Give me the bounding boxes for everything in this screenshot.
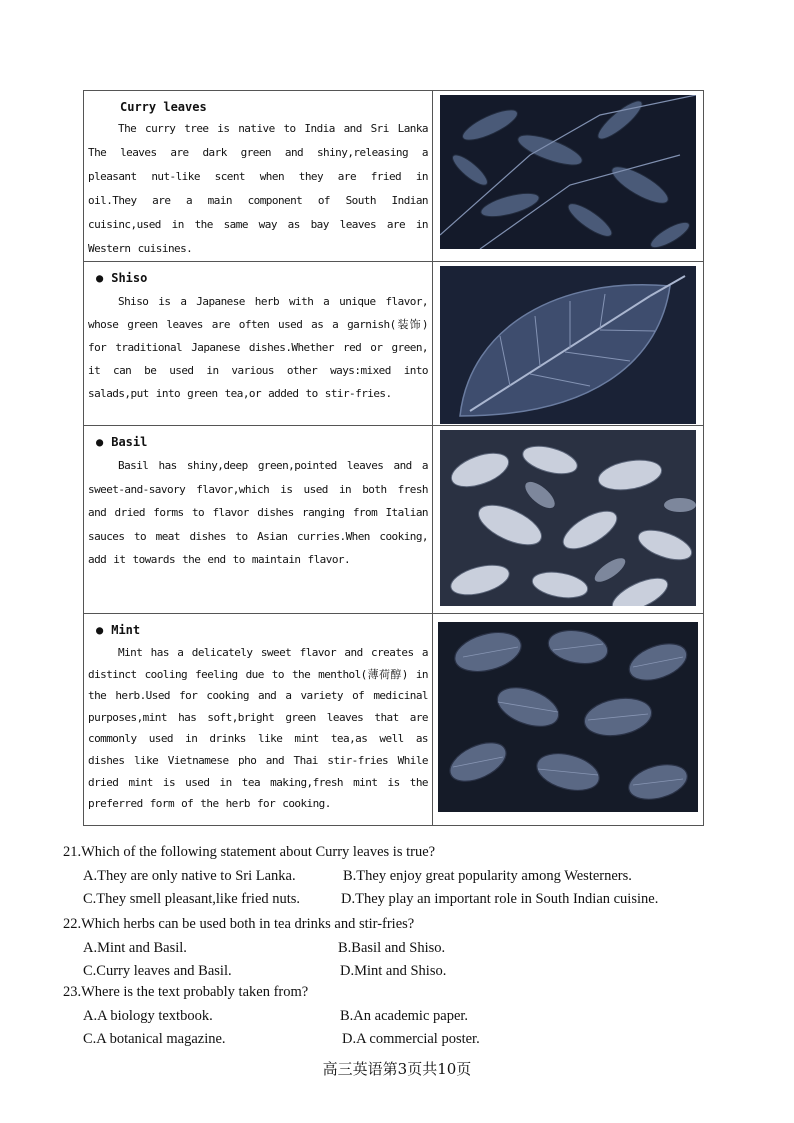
option-row (63, 1028, 480, 1052)
option-c: C.They smell pleasant,like fried nuts. (83, 891, 301, 908)
mint-plant-photo (438, 622, 698, 812)
option-b: B.Basil and Shiso. (338, 939, 446, 956)
question-21 (63, 841, 659, 912)
option-row (63, 888, 659, 912)
option-row (63, 937, 446, 961)
page-footer: 高三英语第3页共10页 (322, 1060, 472, 1078)
herb-image-cell (433, 262, 704, 426)
shiso-leaf-photo (440, 266, 696, 424)
option-row (63, 1005, 469, 1029)
herb-title (120, 99, 432, 115)
herb-title (96, 270, 432, 286)
option-c: C.Curry leaves and Basil. (83, 963, 232, 980)
herb-name: Shiso (111, 271, 148, 285)
bullet-icon: ● (96, 435, 104, 449)
option-d: D.Mint and Shiso. (340, 963, 447, 980)
herb-row-mint (84, 614, 704, 826)
option-d: D.A commercial poster. (342, 1031, 480, 1048)
option-a: A.They are only native to Sri Lanka. (83, 867, 296, 884)
bullet-icon: ● (96, 271, 104, 285)
question-stem: 21.Which of the following statement about Curry leaves is true? (63, 844, 436, 860)
basil-plant-photo (440, 430, 696, 606)
herb-text-cell (84, 426, 433, 614)
herb-name: Curry leaves (120, 100, 207, 114)
herb-row-basil (84, 426, 704, 614)
herb-title (96, 434, 432, 450)
herb-text-cell (84, 91, 433, 262)
option-b: B.They enjoy great popularity among Westerners. (343, 867, 632, 884)
option-a: A.A biology textbook. (83, 1007, 213, 1024)
herb-text-cell (84, 614, 433, 826)
herb-name: Basil (111, 435, 148, 449)
herb-image-cell (433, 614, 704, 826)
herb-row-shiso (84, 262, 704, 426)
herb-row-curry (84, 91, 704, 262)
question-22 (63, 913, 447, 984)
herb-description: Basil has shiny,deep green,pointed leaves and a sweet-and-savory flavor,which is used in both fresh and dried forms to flavor dishes ranging from Italian sauces to meat dishes to Asian curries.When cooking, add it towards the end to maintain flavor. (88, 459, 428, 566)
option-b: B.An academic paper. (340, 1007, 469, 1024)
herb-description: The curry tree is native to India and Sri Lanka The leaves are dark green and shiny,releasing a pleasant nut-like scent when they are fried in oil.They are a main component of South Indian cuisinc,used in the same way as bay leaves are in Western cuisines. (88, 122, 428, 255)
option-d: D.They play an important role in South Indian cuisine. (341, 891, 659, 908)
herb-description: Shiso is a Japanese herb with a unique flavor, whose green leaves are often used as a garnish(装饰) for traditional Japanese dishes.Whether red or green, it can be used in various other ways:mixed into salads,put into green tea,or added to stir-fries. (88, 295, 428, 400)
option-c: C.A botanical magazine. (83, 1031, 226, 1048)
herb-name: Mint (111, 623, 141, 637)
curry-leaves-photo (440, 95, 696, 249)
herb-title (96, 622, 432, 638)
question-stem: 23.Where is the text probably taken from? (63, 984, 309, 1000)
bullet-icon: ● (96, 623, 104, 637)
herb-image-cell (433, 91, 704, 262)
option-a: A.Mint and Basil. (83, 939, 187, 956)
herb-description: Mint has a delicately sweet flavor and creates a distinct cooling feeling due to the menthol(薄荷醇) in the herb.Used for cooking and a variety of medicinal purposes,mint has soft,bright green leaves that are commonly used in drinks like mint tea,as well as dishes like Vietnamese pho and Thai stir-fries While dried mint is used in tea making,fresh mint is the preferred form of the herb for cooking. (88, 646, 428, 811)
herb-image-cell (433, 426, 704, 614)
question-23 (63, 981, 480, 1052)
herb-text-cell (84, 262, 433, 426)
option-row (63, 865, 632, 889)
question-stem: 22.Which herbs can be used both in tea drinks and stir-fries? (63, 916, 415, 932)
herb-table (83, 90, 704, 826)
